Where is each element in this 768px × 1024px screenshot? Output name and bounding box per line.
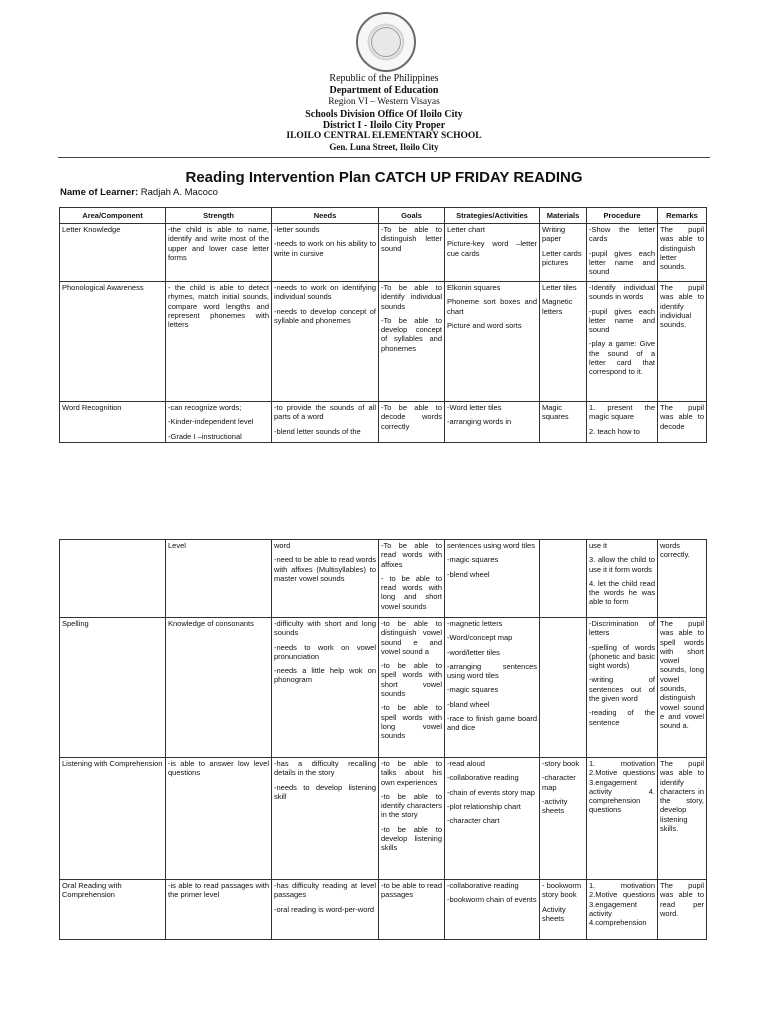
intervention-table-top xyxy=(59,207,707,443)
page-title: Reading Intervention Plan CATCH UP FRIDAY READING xyxy=(185,169,583,186)
cell-text: Magnetic letters xyxy=(542,297,573,316)
cell-text: word xyxy=(274,541,291,550)
cell-strategies xyxy=(445,282,540,402)
cell-text: The pupil was able to identify characters in the story, develop listening skills. xyxy=(660,759,704,834)
cell-text: -to be able to talks about his own experiences xyxy=(381,759,442,787)
cell-text: -needs to work on identifying individual sounds xyxy=(274,283,376,302)
column-header: Remarks xyxy=(658,208,707,224)
cell-text: -blend wheel xyxy=(447,569,490,579)
header-department: Department of Education xyxy=(329,85,439,96)
header-republic: Republic of the Philippines xyxy=(329,73,439,84)
cell-text: -is able to answer low level questions xyxy=(168,759,269,778)
cell-text: -Discrimination of letters xyxy=(589,619,655,638)
cell-text: -to be able to read passages xyxy=(381,881,442,900)
cell-strategies xyxy=(445,224,540,282)
cell-procedure xyxy=(587,758,658,880)
cell-text: -To be able to develop concept of syllables and phonemes xyxy=(381,315,442,353)
cell-goals xyxy=(379,224,445,282)
header-school: ILOILO CENTRAL ELEMENTARY SCHOOL xyxy=(286,131,482,141)
cell-text: -to be able to spell words with short vowel sounds xyxy=(381,661,442,699)
cell-text: -needs to develop listening skill xyxy=(274,782,376,801)
cell-text: Word Recognition xyxy=(62,403,122,412)
cell-procedure xyxy=(587,224,658,282)
cell-goals xyxy=(379,618,445,758)
cell-strength xyxy=(166,540,272,618)
cell-materials xyxy=(540,758,587,880)
cell-text: -To be able to distinguish letter sound xyxy=(381,225,442,253)
cell-remarks xyxy=(658,618,707,758)
table-row xyxy=(60,540,707,618)
cell-materials xyxy=(540,224,587,282)
deped-seal-logo xyxy=(356,12,416,72)
cell-text: Letter Knowledge xyxy=(62,225,121,234)
cell-strength xyxy=(166,224,272,282)
cell-needs xyxy=(272,224,379,282)
cell-text: Oral Reading with Comprehension xyxy=(62,881,122,900)
cell-text: -Word letter tiles xyxy=(447,403,502,412)
header-division: Schools Division Office Of Iloilo City xyxy=(305,109,463,120)
header-region: Region VI – Western Visayas xyxy=(328,97,440,107)
cell-remarks xyxy=(658,224,707,282)
cell-text: -oral reading is word-per-word xyxy=(274,904,375,914)
cell-text: -spelling of words (phonetic and basic sight words) xyxy=(589,642,655,671)
cell-text: The pupil was able to decode xyxy=(660,403,704,431)
cell-text: -bland wheel xyxy=(447,699,490,709)
cell-text: -arranging words in xyxy=(447,417,512,427)
cell-text: -play a game: Give the sound of a letter card that correspond to it. xyxy=(589,339,655,377)
cell-text: 1. present the magic square xyxy=(589,403,655,422)
cell-text: Picture and word sorts xyxy=(447,320,522,330)
cell-area xyxy=(60,402,166,443)
cell-needs xyxy=(272,880,379,940)
cell-text: Elkonin squares xyxy=(447,283,501,292)
cell-text: -needs a little help wok on phonogram xyxy=(274,666,376,685)
cell-text: -the child is able to name, identify and write most of the upper and lower case letter forms xyxy=(168,225,269,262)
cell-text: -magic squares xyxy=(447,685,499,695)
cell-text: Writing paper xyxy=(542,225,566,244)
cell-area xyxy=(60,224,166,282)
table-row xyxy=(60,880,707,940)
cell-text: Knowledge of consonants xyxy=(168,619,254,628)
cell-text: -has difficulty reading at level passages xyxy=(274,881,376,900)
cell-materials xyxy=(540,618,587,758)
cell-text: sentences using word tiles xyxy=(447,541,535,550)
cell-strategies xyxy=(445,880,540,940)
cell-text: -has a difficulty recalling details in the story xyxy=(274,759,376,778)
cell-text: Activity sheets xyxy=(542,904,566,923)
cell-text: -is able to read passages with the primer level xyxy=(168,881,269,900)
cell-remarks xyxy=(658,540,707,618)
cell-text: -letter sounds xyxy=(274,225,320,234)
cell-text: -to provide the sounds of all parts of a word xyxy=(274,403,376,422)
cell-text: -To be able to decode words correctly xyxy=(381,403,442,431)
cell-text: -chain of events story map xyxy=(447,787,535,797)
cell-goals xyxy=(379,540,445,618)
cell-text: -collaborative reading xyxy=(447,881,519,890)
column-header: Materials xyxy=(540,208,587,224)
column-header: Procedure xyxy=(587,208,658,224)
cell-goals xyxy=(379,402,445,443)
cell-text: -to be able to distinguish vowel sound e and vowel sound a xyxy=(381,619,442,656)
cell-area xyxy=(60,282,166,402)
cell-goals xyxy=(379,758,445,880)
cell-text: -needs to work on vowel pronunciation xyxy=(274,642,376,661)
cell-text: -To be able to identify individual sounds xyxy=(381,283,442,311)
intervention-table-bottom xyxy=(59,539,707,940)
cell-text: -bookworm chain of events xyxy=(447,895,537,905)
cell-text: 1. motivation 2.Motive questions 3.engagement activity 4. comprehension questions xyxy=(589,759,655,815)
cell-text: -needs to develop concept of syllable and phonemes xyxy=(274,306,376,325)
cell-needs xyxy=(272,540,379,618)
cell-text: -pupil gives each letter name and sound xyxy=(589,306,655,335)
cell-needs xyxy=(272,618,379,758)
cell-text: Letter cards pictures xyxy=(542,248,582,267)
header-address: Gen. Luna Street, Iloilo City xyxy=(329,142,439,152)
table-row xyxy=(60,402,707,443)
cell-text: 2. teach how to xyxy=(589,426,640,436)
cell-text: The pupil was able to spell words with short vowel sounds, long vowel sounds, distinguish vowel sound e and vowel sound a. xyxy=(660,619,704,731)
cell-text: use it xyxy=(589,541,607,550)
cell-text: The pupil was able to read per word. xyxy=(660,881,704,918)
cell-text: Letter chart xyxy=(447,225,485,234)
cell-text: -need to be able to read words with affixes (Multisyllables) to master vowel sounds xyxy=(274,555,376,583)
cell-text: -collaborative reading xyxy=(447,773,519,783)
cell-text: -Identify individual sounds in words xyxy=(589,283,655,302)
cell-text: -magic squares xyxy=(447,555,499,565)
cell-text: -reading of the sentence xyxy=(589,708,655,727)
cell-strength xyxy=(166,402,272,443)
cell-text: 4. let the child read the words he was able to form xyxy=(589,578,655,607)
cell-text: Phoneme sort boxes and chart xyxy=(447,297,537,316)
cell-text: -read aloud xyxy=(447,759,485,768)
cell-text: -To be able to read words with affixes xyxy=(381,541,442,569)
cell-goals xyxy=(379,880,445,940)
column-header: Area/Component xyxy=(60,208,166,224)
table-row xyxy=(60,618,707,758)
learner-line xyxy=(60,187,218,198)
cell-text: The pupil was able to distinguish letter sounds. xyxy=(660,225,704,272)
cell-procedure xyxy=(587,618,658,758)
cell-materials xyxy=(540,540,587,618)
cell-strategies xyxy=(445,402,540,443)
cell-text: 1. motivation 2.Motive questions 3.engagement activity 4.comprehension xyxy=(589,881,655,928)
cell-materials xyxy=(540,880,587,940)
cell-needs xyxy=(272,282,379,402)
cell-text: - the child is able to detect rhymes, match initial sounds, compare word lengths and represent phonemes with letters xyxy=(168,283,269,330)
cell-text: 3. allow the child to use it it form words xyxy=(589,555,655,574)
cell-area xyxy=(60,880,166,940)
cell-text: Magic squares xyxy=(542,403,569,422)
cell-remarks xyxy=(658,282,707,402)
cell-text: Listening with Comprehension xyxy=(62,759,163,768)
table-row xyxy=(60,758,707,880)
cell-text: -to be able to develop listening skills xyxy=(381,824,442,853)
cell-text: Letter tiles xyxy=(542,283,577,292)
column-header: Goals xyxy=(379,208,445,224)
cell-text: Picture-key word –letter cue cards xyxy=(447,239,537,258)
cell-text: Phonological Awareness xyxy=(62,283,144,292)
cell-text: -blend letter sounds of the xyxy=(274,426,361,436)
cell-remarks xyxy=(658,402,707,443)
cell-text: -race to finish game board and dice xyxy=(447,714,537,733)
cell-text: -pupil gives each letter name and sound xyxy=(589,248,655,277)
cell-text: -character chart xyxy=(447,816,500,826)
cell-text: -story book xyxy=(542,759,580,768)
table-row xyxy=(60,224,707,282)
cell-remarks xyxy=(658,758,707,880)
cell-goals xyxy=(379,282,445,402)
cell-procedure xyxy=(587,880,658,940)
cell-strength xyxy=(166,618,272,758)
cell-procedure xyxy=(587,402,658,443)
table-row xyxy=(60,282,707,402)
cell-area xyxy=(60,540,166,618)
cell-needs xyxy=(272,758,379,880)
column-header: Needs xyxy=(272,208,379,224)
cell-needs xyxy=(272,402,379,443)
learner-label: Name of Learner: xyxy=(60,187,139,198)
header-district: District I - Iloilo City Proper xyxy=(322,120,446,131)
cell-strength xyxy=(166,282,272,402)
cell-area xyxy=(60,758,166,880)
cell-text: -to be able to spell words with long vowel sounds xyxy=(381,703,442,741)
header-divider xyxy=(58,157,710,158)
learner-name: Radjah A. Macoco xyxy=(140,187,218,198)
cell-procedure xyxy=(587,282,658,402)
cell-strategies xyxy=(445,618,540,758)
cell-text: -Show the letter cards xyxy=(589,225,655,244)
cell-text: -Word/concept map xyxy=(447,633,513,643)
cell-text: -arranging sentences using word tiles xyxy=(447,661,537,681)
cell-text: -plot relationship chart xyxy=(447,801,521,811)
cell-strategies xyxy=(445,540,540,618)
cell-text: -activity sheets xyxy=(542,796,568,816)
cell-text: -writing of sentences out of the given word xyxy=(589,675,655,704)
column-header: Strength xyxy=(166,208,272,224)
cell-strength xyxy=(166,758,272,880)
cell-text: Level xyxy=(168,541,186,550)
cell-text: words correctly. xyxy=(660,541,690,560)
column-header: Strategies/Activities xyxy=(445,208,540,224)
cell-strategies xyxy=(445,758,540,880)
cell-text: Spelling xyxy=(62,619,89,628)
cell-text: -needs to work on his ability to write in cursive xyxy=(274,239,376,258)
cell-text: The pupil was able to identify individual sounds. xyxy=(660,283,704,330)
cell-text: -Kinder-independent level xyxy=(168,417,254,427)
cell-materials xyxy=(540,282,587,402)
cell-text: -word/letter tiles xyxy=(447,647,500,657)
cell-remarks xyxy=(658,880,707,940)
cell-text: -difficulty with short and long sounds xyxy=(274,619,376,638)
cell-materials xyxy=(540,402,587,443)
cell-text: - to be able to read words with long and short vowel sounds xyxy=(381,573,442,611)
cell-text: - bookworm story book xyxy=(542,881,582,900)
cell-procedure xyxy=(587,540,658,618)
cell-text: -character map xyxy=(542,773,576,792)
cell-text: -magnetic letters xyxy=(447,619,503,628)
cell-text: -Grade I –instructional xyxy=(168,431,242,441)
cell-strength xyxy=(166,880,272,940)
cell-text: -can recognize words; xyxy=(168,403,242,412)
cell-area xyxy=(60,618,166,758)
cell-text: -to be able to identify characters in the story xyxy=(381,791,442,820)
